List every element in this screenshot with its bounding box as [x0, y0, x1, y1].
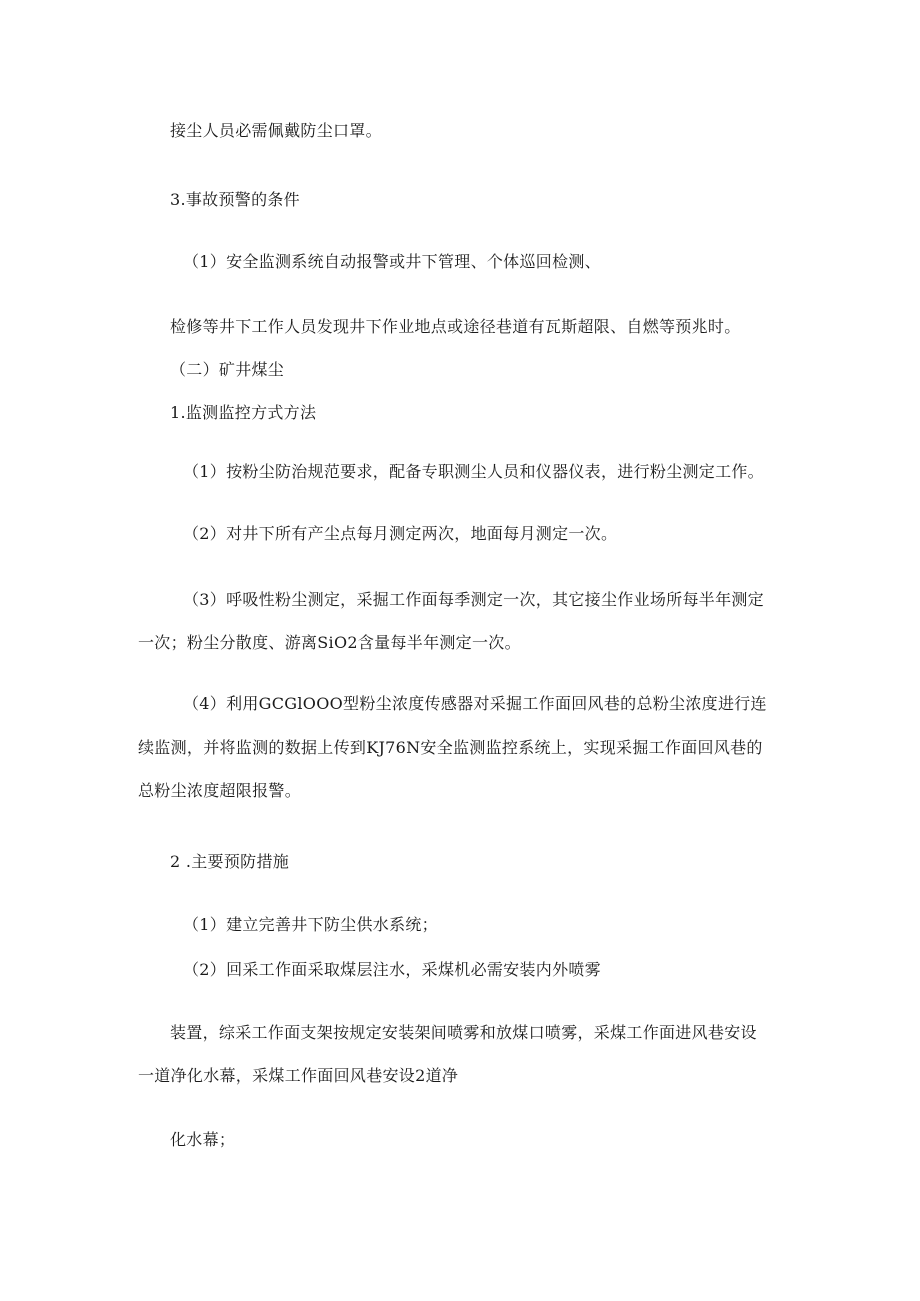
- paragraph-line: 一次；粉尘分散度、游离SiO2含量每半年测定一次。: [138, 633, 521, 652]
- paragraph-line: 检修等井下工作人员发现井下作业地点或途径巷道有瓦斯超限、自燃等预兆时。: [170, 317, 741, 336]
- list-item-line: （4）利用GCGlOOO型粉尘浓度传感器对采掘工作面回风巷的总粉尘浓度进行连: [183, 694, 767, 713]
- section-heading: 1.监测监控方式方法: [170, 403, 317, 422]
- paragraph-line: 总粉尘浓度超限报警。: [138, 781, 302, 800]
- list-item-line: （2）对井下所有产尘点每月测定两次，地面每月测定一次。: [183, 524, 618, 543]
- list-item-line: （3）呼吸性粉尘测定，采掘工作面每季测定一次，其它接尘作业场所每半年测定: [183, 590, 764, 609]
- section-heading: 2 .主要预防措施: [170, 852, 290, 871]
- paragraph-line: 一道净化水幕，采煤工作面回风巷安设2道净: [138, 1066, 459, 1085]
- paragraph-line: 化水幕；: [170, 1130, 236, 1149]
- list-item-line: （1）按粉尘防治规范要求，配备专职测尘人员和仪器仪表，进行粉尘测定工作。: [183, 462, 764, 481]
- section-heading: （二）矿井煤尘: [170, 360, 285, 379]
- paragraph-line: 续监测，并将监测的数据上传到KJ76N安全监测监控系统上，实现采掘工作面回风巷的: [138, 738, 763, 757]
- list-item-line: （1）建立完善井下防尘供水系统；: [183, 915, 438, 934]
- list-item-line: （2）回采工作面采取煤层注水，采煤机必需安装内外喷雾: [183, 960, 601, 979]
- section-heading: 3.事故预警的条件: [170, 190, 300, 209]
- paragraph-line: 接尘人员必需佩戴防尘口罩。: [170, 121, 382, 140]
- paragraph-line: 装置，综采工作面支架按规定安装架间喷雾和放煤口喷雾，采煤工作面进风巷安设: [170, 1023, 757, 1042]
- list-item-line: （1）安全监测系统自动报警或井下管理、个体巡回检测、: [183, 252, 601, 271]
